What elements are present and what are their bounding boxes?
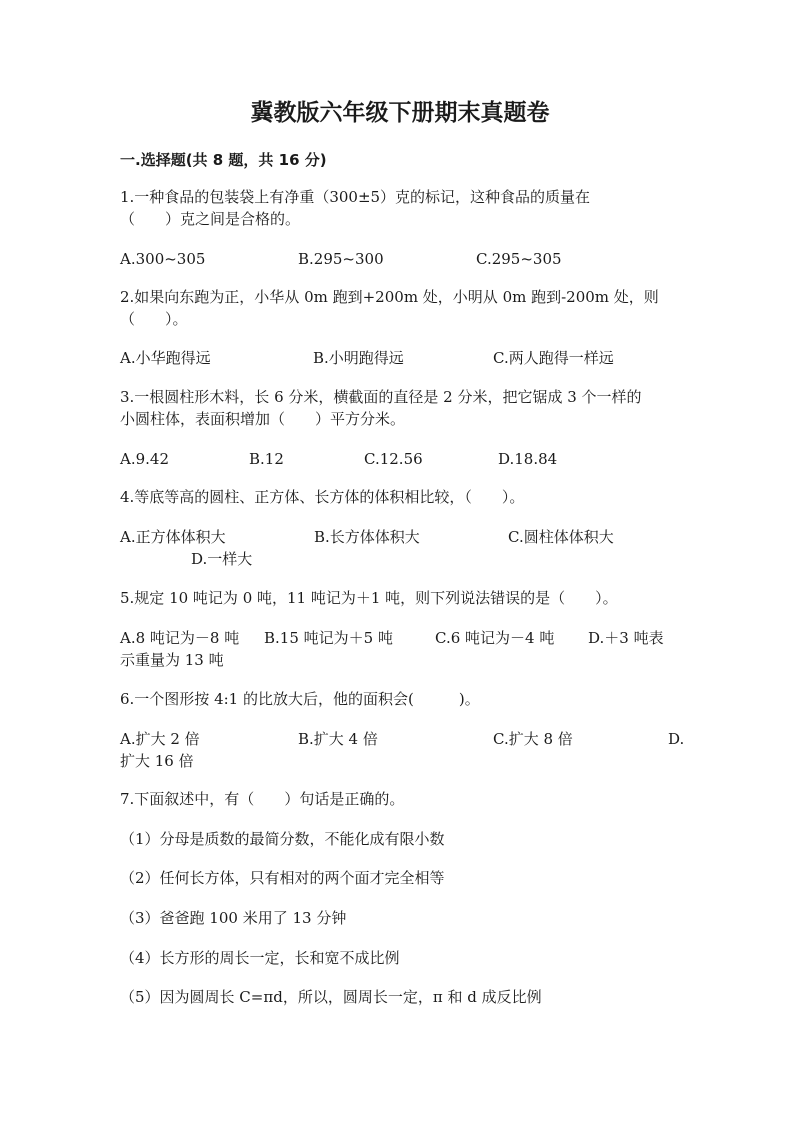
question-2-option-b: B.小明跑得远 [313, 349, 404, 367]
question-2-option-a: A.小华跑得远 [120, 349, 211, 367]
question-4-option-c: C.圆柱体体积大 [508, 528, 614, 546]
question-6-option-a: A.扩大 2 倍 [120, 730, 200, 748]
section-heading-choice: 一.选择题(共 8 题，共 16 分) [120, 151, 327, 169]
question-6-text: 6.一个图形按 4:1 的比放大后，他的面积会( )。 [120, 690, 480, 708]
question-3-option-c: C.12.56 [364, 450, 423, 468]
question-2-option-c: C.两人跑得一样远 [493, 349, 614, 367]
question-3-text-cont: 小圆柱体，表面积增加（ ）平方分米。 [120, 410, 406, 428]
question-7-statement-4: （4）长方形的周长一定，长和宽不成比例 [120, 949, 400, 967]
question-3-option-a: A.9.42 [120, 450, 169, 468]
question-3-text: 3.一根圆柱形木料，长 6 分米，横截面的直径是 2 分米，把它锯成 3 个一样的 [120, 388, 642, 406]
question-5-option-d: D.＋3 吨表 [588, 629, 664, 647]
question-2-text-cont: （ ）。 [120, 310, 188, 328]
exam-title: 冀教版六年级下册期末真题卷 [250, 100, 550, 126]
question-1-option-a: A.300~305 [120, 250, 206, 268]
question-6-option-b: B.扩大 4 倍 [298, 730, 378, 748]
question-3-option-d: D.18.84 [498, 450, 558, 468]
question-7-statement-5: （5）因为圆周长 C=πd，所以，圆周长一定，π 和 d 成反比例 [120, 988, 542, 1006]
question-5-option-b: B.15 吨记为＋5 吨 [264, 629, 393, 647]
question-4-option-b: B.长方体体积大 [314, 528, 420, 546]
question-5-option-a: A.8 吨记为－8 吨 [120, 629, 240, 647]
question-5-option-c: C.6 吨记为－4 吨 [435, 629, 555, 647]
question-6-option-d: D. [668, 730, 685, 748]
question-1-option-b: B.295~300 [298, 250, 384, 268]
question-5-text: 5.规定 10 吨记为 0 吨，11 吨记为＋1 吨，则下列说法错误的是（ ）。 [120, 589, 618, 607]
question-7-statement-1: （1）分母是质数的最简分数，不能化成有限小数 [120, 830, 445, 848]
question-4-option-d: D.一样大 [191, 550, 253, 568]
question-1-option-c: C.295~305 [476, 250, 562, 268]
question-4-text: 4.等底等高的圆柱、正方体、长方体的体积相比较，（ ）。 [120, 488, 525, 506]
question-1-text: 1.一种食品的包装袋上有净重（300±5）克的标记，这种食品的质量在 [120, 188, 591, 206]
question-1-text-cont: （ ）克之间是合格的。 [120, 210, 301, 228]
question-6-option-c: C.扩大 8 倍 [493, 730, 573, 748]
question-3-option-b: B.12 [249, 450, 284, 468]
question-5-option-d-cont: 示重量为 13 吨 [120, 651, 224, 669]
question-7-statement-3: （3）爸爸跑 100 米用了 13 分钟 [120, 909, 347, 927]
question-7-text: 7.下面叙述中，有（ ）句话是正确的。 [120, 790, 405, 808]
question-6-option-d-cont: 扩大 16 倍 [120, 752, 194, 770]
question-2-text: 2.如果向东跑为正，小华从 0m 跑到+200m 处，小明从 0m 跑到-200m 处，则 [120, 288, 659, 306]
question-7-statement-2: （2）任何长方体，只有相对的两个面才完全相等 [120, 869, 445, 887]
question-4-option-a: A.正方体体积大 [120, 528, 226, 546]
